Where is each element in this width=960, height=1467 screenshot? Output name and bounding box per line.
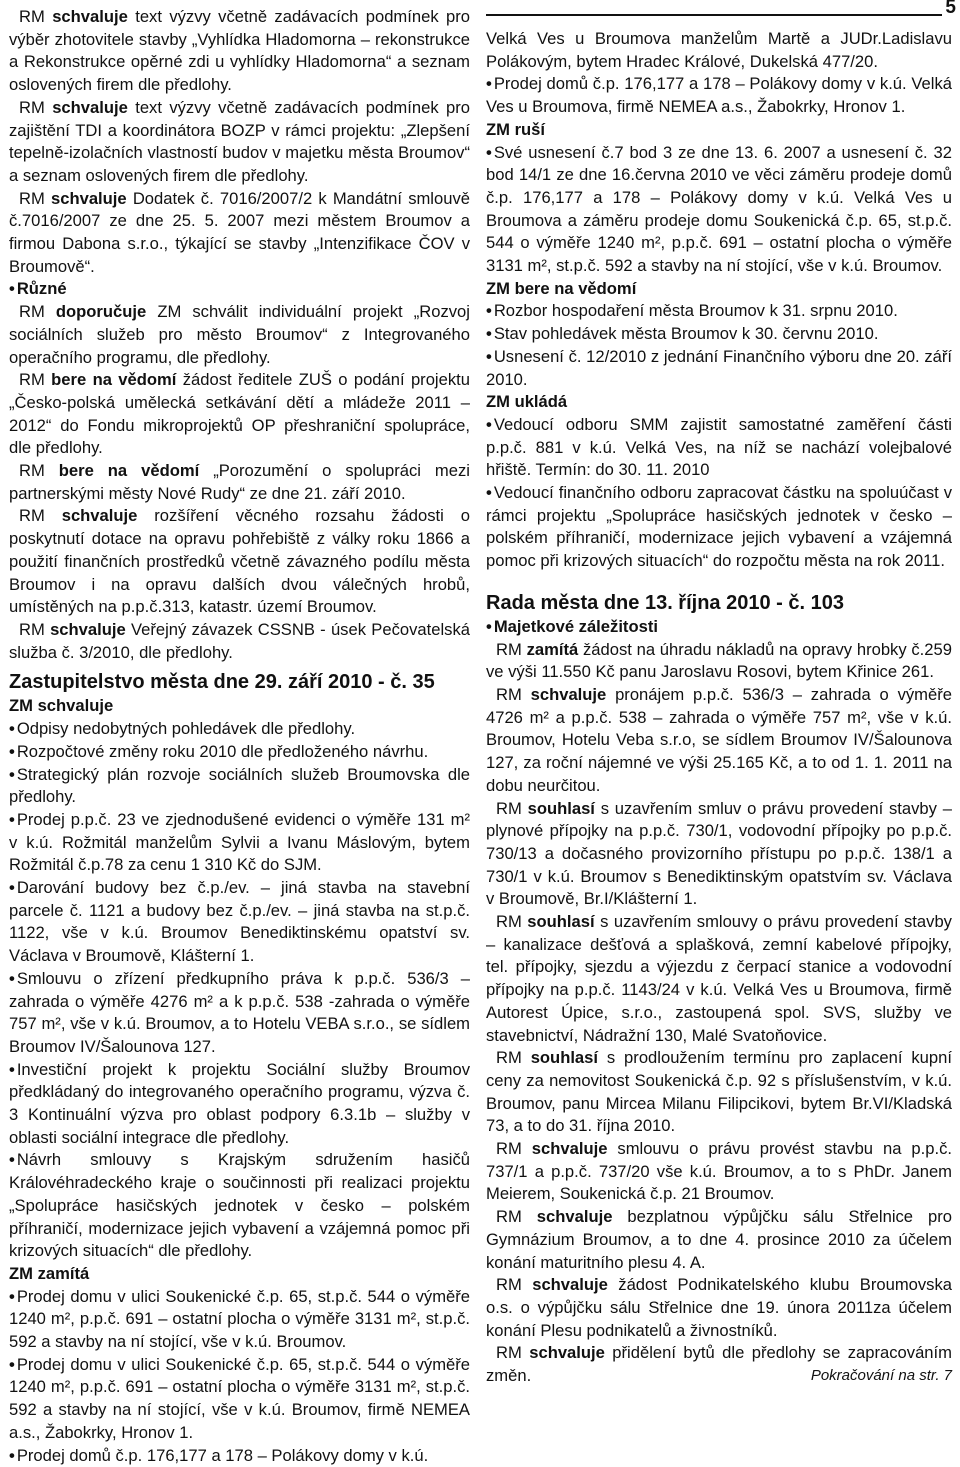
bullet-text: Prodej domů č.p. 176,177 a 178 – Polákovy domy v k.ú. Velká Ves u Broumova, firmě NEMEA a.s., Žabokrky, Hronov 1.: [486, 74, 952, 117]
bullet-text: Prodej domu v ulici Soukenické č.p. 65, st.p.č. 544 o výměře 1240 m², p.p.č. 691 – ostatní plocha o výměře 3131 m², st.p.č. 592 a stavby na ní stojící, vše v k.ú. Broumov.: [9, 1286, 470, 1352]
bullet-text: Vedoucí finančního odboru zapracovat částku na spoluúčast v rámci projektu „Spolupráce hasičských jednotek v česko – polském příhraničí, modernizace jejich vybavení a vzájemná pomoc při krizových situacích“ do rozpočtu města na rok 2011.: [486, 483, 952, 571]
resolution-group-heading: ZM ruší: [486, 119, 546, 139]
resolution-verb: schvaluje: [532, 1275, 608, 1295]
bullet-icon: •: [9, 1059, 15, 1079]
header-rule: [486, 14, 942, 16]
resolution-verb: schvaluje: [51, 188, 127, 208]
body-label: RM: [19, 619, 45, 639]
resolution-paragraph: [486, 684, 952, 798]
category-heading: [486, 616, 952, 639]
resolution-paragraph: [486, 1274, 952, 1342]
resolution-paragraph: [9, 505, 470, 619]
body-label: RM: [496, 1275, 522, 1295]
category-heading-text: Různé: [16, 279, 67, 299]
continued-text: Velká Ves u Broumova manželům Martě a JUDr.Ladislavu Polákovým, bytem Hradec Králové, Dukelská 477/20.: [486, 29, 952, 71]
bullet-text: Své usnesení č.7 bod 3 ze dne 13. 6. 2007 a usnesení č. 32 bod 14/1 ze dne 16.června 2010 ve věci záměru prodeje domů č.p. 176,177 a 178 – Polákovy domy v k.ú. Velká Ves u Broumova a záměru prodeje domu Soukenická č.p. 65, st.p.č. 544 o výměře 1240 m², p.p.č. 691 – ostatní plocha o výměře 3131 m², st.p.č. 592 a stavby na ní stojící, vše v k.ú. Broumov.: [486, 142, 952, 276]
bullet-icon: •: [486, 346, 492, 366]
resolution-verb: zamítá: [526, 639, 579, 659]
bullet-text: Vedoucí odboru SMM zajistit samostatné zaměření části p.p.č. 881 v k.ú. Velká Ves, na níž se nachází volejbalové hřiště. Termín: do 30. 11. 2010: [486, 414, 952, 480]
bullet-item: [486, 73, 952, 118]
bullet-icon: •: [9, 878, 15, 898]
resolution-verb: schvaluje: [529, 1343, 605, 1363]
bullet-text: Rozpočtové změny roku 2010 dle předloženého návrhu.: [16, 741, 429, 761]
bullet-item: [9, 809, 470, 877]
resolution-paragraph: [486, 911, 952, 1047]
bullet-text: Strategický plán rozvoje sociálních služeb Broumovska dle předlohy.: [9, 764, 470, 807]
resolution-text: ZM schválit individuální projekt „Rozvoj sociálních služeb pro město Broumov“ z Integrovaného operačního programu, dle předlohy.: [9, 302, 470, 367]
resolution-verb: bere na vědomí: [58, 461, 200, 481]
bullet-icon: •: [486, 414, 492, 434]
resolution-group-heading: ZM bere na vědomí: [486, 278, 637, 298]
session-heading: Zastupitelstvo města dne 29. září 2010 - č. 35: [9, 671, 435, 694]
bullet-icon: •: [486, 483, 492, 503]
bullet-icon: •: [486, 74, 492, 94]
resolution-text: pronájem p.p.č. 536/3 – zahrada o výměře 4726 m² a p.p.č. 538 – zahrada o výměře 757 m², vše v k.ú. Broumov, Hotelu Veba s.r.o, se sídlem Broumov IV/Šalounova 127, za roční nájemné ve výši 25.165 Kč, a to od 1. 1. 2011 na dobu neurčitou.: [486, 684, 952, 795]
bullet-icon: •: [9, 741, 15, 761]
bullet-icon: •: [9, 1445, 15, 1465]
continued-note: Pokračování na str. 7: [810, 1367, 952, 1385]
resolution-verb: doporučuje: [55, 302, 147, 322]
resolution-text: smlouvu o právu provést stavbu na p.p.č. 737/1 a p.p.č. 737/20 vše k.ú. Broumov, a to s PhDr. Janem Meierem, Soukenická č.p. 21 Broumov.: [486, 1139, 952, 1204]
bullet-text: Prodej domů č.p. 176,177 a 178 – Polákovy domy v k.ú.: [16, 1445, 429, 1465]
bullet-text: Investiční projekt k projektu Sociální služby Broumov předkládaný do integrovaného operačního programu, výzva č. 3 Kontinuální výzva pro oblast podpory 6.3.1b – služby v oblasti sociální integrace dle předlohy.: [9, 1059, 470, 1147]
resolution-group-heading: ZM ukládá: [486, 392, 568, 412]
bullet-item: [9, 1286, 470, 1354]
bullet-icon: •: [9, 809, 15, 829]
bullet-text: Prodej p.p.č. 23 ve zjednodušené evidenci o výměře 131 m² v k.ú. Rožmitál manželům Sylvii a Ivanu Máslovým, bytem Rožmitál č.p.78 za cenu 1 310 Kč do SJM.: [9, 809, 470, 875]
resolution-text: text výzvy včetně zadávacích podmínek pro zajištění TDI a koordinátora BOZP v rámci projektu: „Zlepšení tepelně-izolačních vlastností budov v majetku města Broumov“ a seznam oslovených firem dle předlohy.: [9, 97, 470, 185]
category-heading-text: Majetkové záležitosti: [493, 616, 658, 636]
body-label: RM: [19, 302, 45, 322]
resolution-paragraph: [9, 619, 470, 664]
resolution-text: text výzvy včetně zadávacích podmínek pro výběr zhotovitele stavby „Vyhlídka Hladomorna – rekonstrukce a Rekonstrukce opěrné zdi u vyhlídky Hladomorna“ a seznam oslovených firem dle předlohy.: [9, 7, 470, 95]
body-label: RM: [19, 97, 45, 117]
resolution-text: žádost ředitele ZUŠ o podání projektu „Česko-polská umělecká setkávání dětí a mládeže 2011 – 2012“ do Fondu mikroprojektů OP přeshraniční spolupráce, dle předlohy.: [9, 370, 470, 458]
resolution-text: Dodatek č. 7016/2007/2 k Mandátní smlouvě č.7016/2007 ze dne 25. 5. 2007 mezi městem Broumov a firmou Dabona s.r.o., týkající se stavby „Intenzifikace ČOV v Broumově“.: [9, 188, 470, 276]
bullet-icon: •: [486, 616, 492, 636]
resolution-verb: schvaluje: [52, 7, 128, 26]
bullet-item: [486, 482, 952, 573]
resolution-verb: schvaluje: [531, 1139, 608, 1159]
resolution-paragraph: [486, 1206, 952, 1274]
bullet-icon: •: [486, 324, 492, 344]
resolution-verb: schvaluje: [50, 619, 126, 639]
body-label: RM: [19, 461, 45, 481]
body-label: RM: [19, 7, 45, 26]
resolution-verb: schvaluje: [61, 506, 138, 526]
bullet-item: [9, 764, 470, 809]
resolution-verb: schvaluje: [536, 1207, 613, 1227]
bullet-text: Darování budovy bez č.p./ev. – jiná stavba na stavební parcele č. 1121 a budovy bez č.p./ev. – jiná stavba na st.p.č. 1122, vše v k.ú. Broumov Benediktinskému opatství sv. Václava v Broumově, Klášterní 1.: [9, 878, 470, 966]
bullet-item: [9, 1354, 470, 1445]
resolution-paragraph: [9, 97, 470, 188]
resolution-verb: souhlasí: [527, 912, 595, 932]
bullet-text: Smlouvu o zřízení předkupního práva k p.p.č. 536/3 – zahrada o výměře 4276 m² a k p.p.č. 538 -zahrada o výměře 757 m², vše v k.ú. Broumov, a to Hotelu VEBA s.r.o., se sídlem Broumov IV/Šalounova 127.: [9, 968, 470, 1056]
bullet-item: [9, 718, 470, 741]
bullet-item: [486, 142, 952, 278]
resolution-paragraph: [9, 369, 470, 460]
resolution-text: „Porozumění o spolupráci mezi partnerskými městy Nové Rudy“ ze dne 21. září 2010.: [9, 461, 470, 503]
bullet-item: [486, 323, 952, 346]
body-label: RM: [19, 506, 45, 526]
body-label: RM: [496, 798, 522, 818]
body-label: RM: [496, 1207, 522, 1227]
bullet-icon: •: [486, 142, 492, 162]
bullet-text: Stav pohledávek města Broumov k 30. červnu 2010.: [493, 324, 879, 344]
resolution-verb: schvaluje: [530, 684, 607, 704]
resolution-paragraph: [9, 460, 470, 505]
bullet-icon: •: [9, 279, 15, 299]
bullet-icon: •: [9, 968, 15, 988]
bullet-item: [486, 346, 952, 391]
resolution-verb: souhlasí: [527, 798, 595, 818]
resolution-paragraph: [9, 301, 470, 369]
body-label: RM: [19, 188, 45, 208]
resolution-paragraph: [486, 1342, 952, 1387]
bullet-item: [9, 1445, 470, 1467]
resolution-text: žádost na úhradu nákladů na opravy hrobky č.259 ve výši 11.550 Kč panu Jaroslavu Rosovi, bytem Křinice 261.: [486, 639, 952, 682]
resolution-group-heading: ZM zamítá: [9, 1263, 90, 1283]
body-label: RM: [496, 639, 522, 659]
body-label: RM: [496, 1048, 522, 1068]
resolution-paragraph: [9, 6, 470, 97]
bullet-item: [9, 877, 470, 968]
resolution-text: s prodloužením termínu pro zaplacení kupní ceny za nemovitost Soukenická č.p. 92 s příslušenstvím, v k.ú. Broumov, panu Mircea Milanu Filipcikovi, bytem Br.VI/Kladská 73, a to do 31. října 2010.: [486, 1048, 952, 1136]
resolution-verb: souhlasí: [530, 1048, 599, 1068]
resolution-text: s uzavřením smlouvy o právu provedení stavby – kanalizace dešťová a splašková, zemní kabelové přípojky, tel. přípojky, sjezdu a výjezdu z čerpací stanice a vodovodní přípojky na p.p.č. 1143/24 v k.ú. Velká Ves u Broumova, firmě Autorest Úpice, s.r.o., zastoupená spol. SVS, služby ve stavebnictví, Nádražní 130, Malé Svatoňovice.: [486, 912, 952, 1045]
resolution-text: bezplatnou výpůjčku sálu Střelnice pro Gymnázium Broumov, a to dne 4. prosince 2010 za účelem konání maturitního plesu 4. A.: [486, 1207, 952, 1272]
session-heading: Rada města dne 13. října 2010 - č. 103: [486, 591, 844, 614]
body-label: RM: [496, 912, 522, 932]
body-label: RM: [496, 684, 522, 704]
body-label: RM: [19, 370, 45, 390]
bullet-icon: •: [9, 1150, 15, 1170]
resolution-text: přidělení bytů dle předlohy se zapracováním změn.: [486, 1343, 952, 1386]
bullet-text: Usnesení č. 12/2010 z jednání Finančního výboru dne 20. září 2010.: [486, 346, 952, 389]
bullet-text: Odpisy nedobytných pohledávek dle předlohy.: [16, 719, 356, 739]
bullet-icon: •: [9, 1354, 15, 1374]
bullet-item: [9, 1059, 470, 1150]
resolution-paragraph: [486, 798, 952, 912]
resolution-paragraph: [486, 1138, 952, 1206]
resolution-paragraph: [486, 1047, 952, 1138]
resolution-text: s uzavřením smluv o právu provedení stavby – plynové přípojky na p.p.č. 730/1, vodovodní přípojky po p.p.č. 730/13 a dočasného provizorního přístupu po p.p.č. 138/1 a 730/1 v k.ú. Broumov s Benediktinským opatstvím sv. Václava v Broumově, Br.I/Klášterní 1.: [486, 798, 952, 909]
bullet-icon: •: [9, 764, 15, 784]
bullet-icon: •: [9, 1286, 15, 1306]
body-label: RM: [496, 1343, 522, 1363]
category-heading: [9, 278, 470, 301]
resolution-text: žádost Podnikatelského klubu Broumovska o.s. o výpůjčku sálu Střelnice dne 19. února 2011za účelem konání Plesu podnikatelů a živnostníků.: [486, 1275, 952, 1340]
resolution-verb: bere na vědomí: [51, 370, 177, 390]
bullet-text: Návrh smlouvy s Krajským sdružením hasičů Královéhradeckého kraje o součinnosti při realizaci projektu „Spolupráce hasičských jednotek v česko – polském příhraničí, modernizace jejich vybavení a vzájemná pomoc při krizových situacích“ dle předlohy.: [9, 1150, 470, 1261]
bullet-item: [9, 968, 470, 1059]
page-number: 5: [945, 0, 956, 18]
bullet-text: Rozbor hospodaření města Broumov k 31. srpnu 2010.: [493, 301, 898, 321]
bullet-item: [9, 1149, 470, 1263]
bullet-item: [9, 741, 470, 764]
resolution-verb: schvaluje: [52, 97, 128, 117]
bullet-icon: •: [486, 301, 492, 321]
resolution-group-heading: ZM schvaluje: [9, 696, 114, 716]
bullet-item: [486, 300, 952, 323]
bullet-icon: •: [9, 719, 15, 739]
resolution-text: Veřejný závazek CSSNB - úsek Pečovatelská služba č. 3/2010, dle předlohy.: [9, 619, 470, 662]
bullet-item: [486, 414, 952, 482]
resolution-text: rozšíření věcného rozsahu žádosti o poskytnutí dotace na opravu pohřebiště z války roku 1866 a použití finančních prostředků včetně závazného podílu města Broumov i na opravu dalších dvou válečných hrobů, umístěných na p.p.č.313, katastr. území Broumov.: [9, 506, 470, 617]
left-column: [9, 6, 470, 1467]
resolution-paragraph: [9, 188, 470, 279]
right-column: [486, 28, 952, 1388]
body-label: RM: [496, 1139, 522, 1159]
resolution-paragraph: [486, 639, 952, 684]
bullet-text: Prodej domu v ulici Soukenické č.p. 65, st.p.č. 544 o výměře 1240 m², p.p.č. 691 – ostatní plocha o výměře 3131 m², st.p.č. 592 a stavby na ní stojící, vše v k.ú. Broumov, firmě NEMEA a.s., Žabokrky, Hronov 1.: [9, 1354, 470, 1442]
